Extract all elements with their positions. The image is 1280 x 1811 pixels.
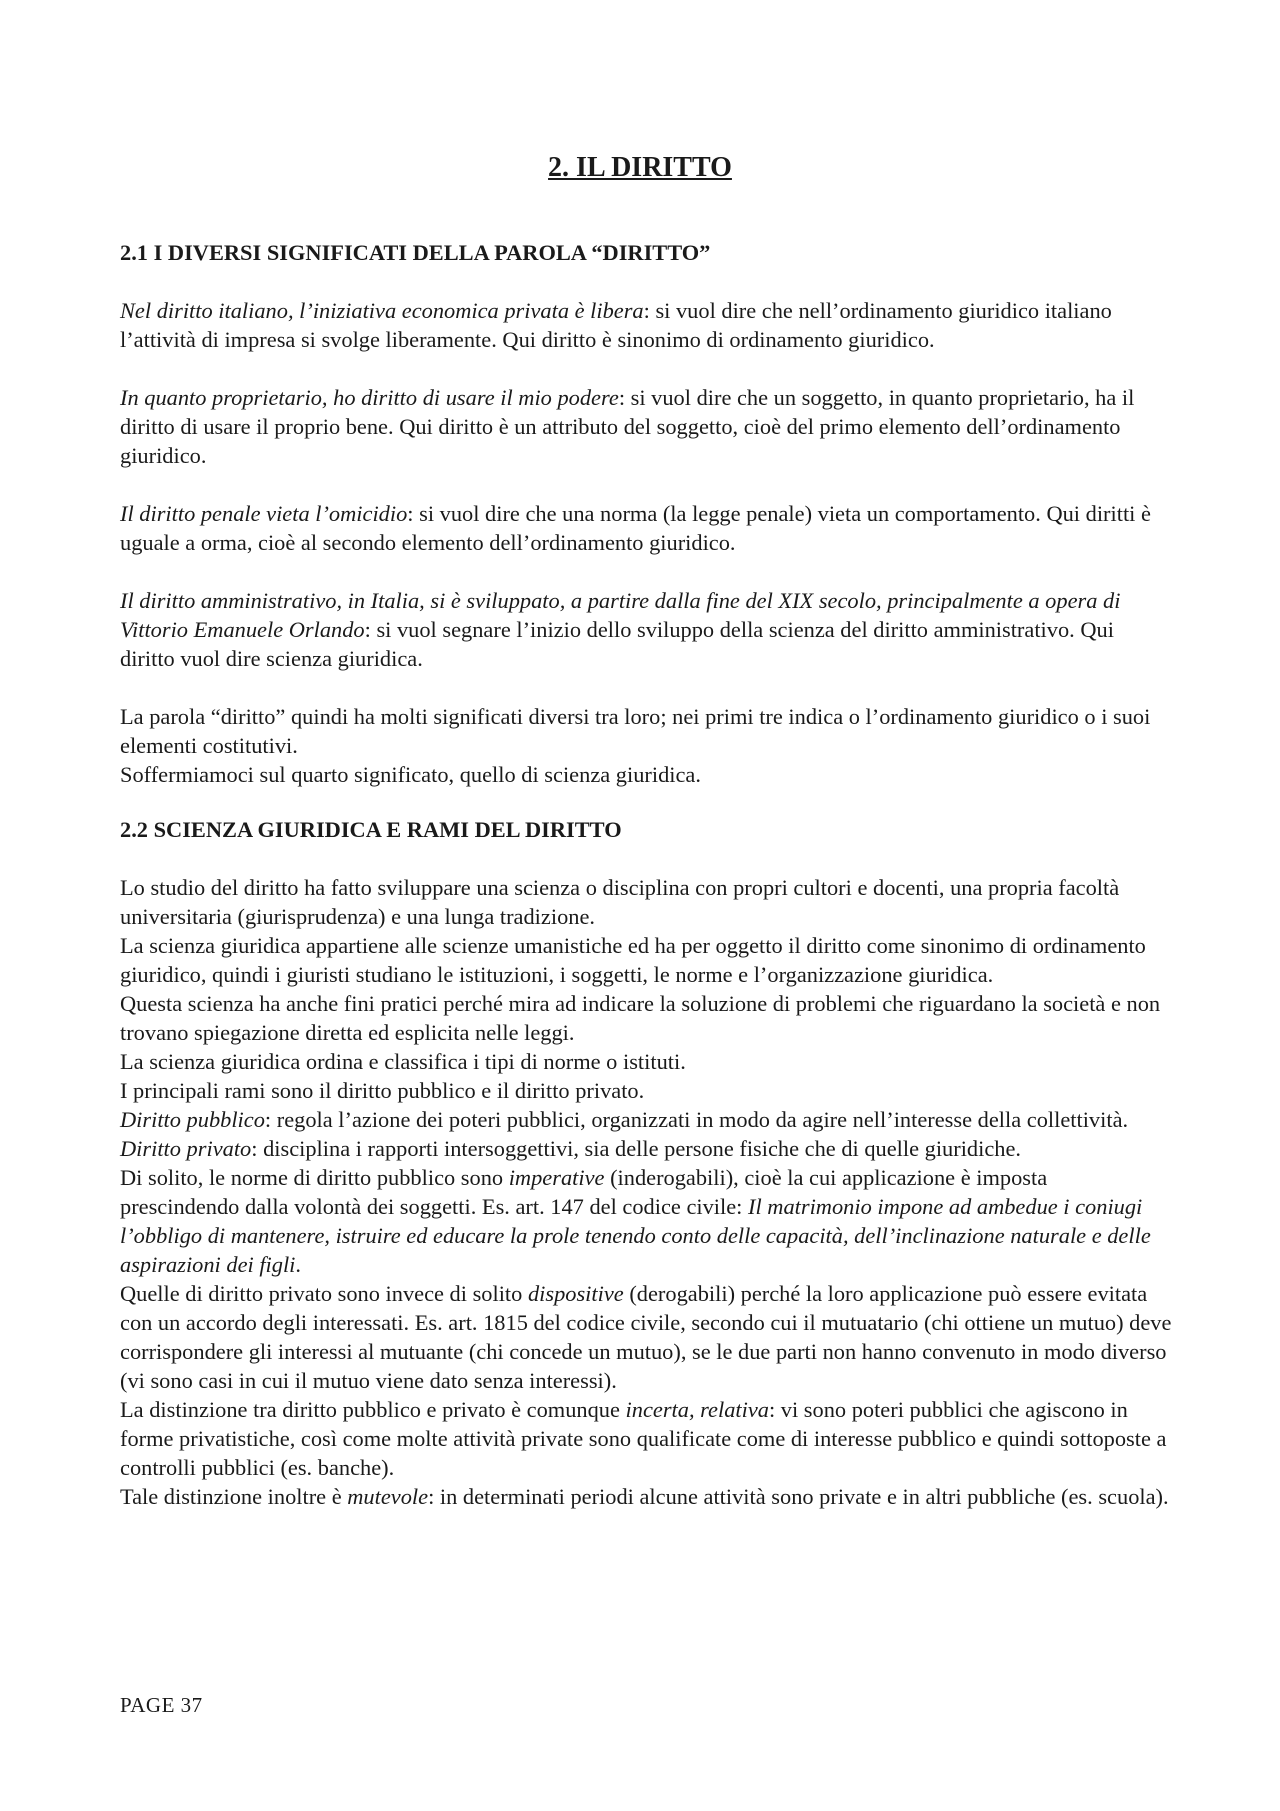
paragraph-focus: Soffermiamoci sul quarto significato, quello di scienza giuridica. [120, 762, 701, 787]
chapter-title: 2. IL DIRITTO [548, 152, 732, 183]
paragraph-diritto-scienza: Il diritto amministrativo, in Italia, si è sviluppato, a partire dalla fine del XIX secolo, principalmente a opera di Vittorio Emanuele Orlando: si vuol segnare l’inizio dello sviluppo della scienza del diritto amministrativo. Qui diritto vuol dire scienza giuridica. [120, 588, 1121, 671]
paragraph-studio: Lo studio del diritto ha fatto sviluppare una scienza o disciplina con propri cultori e docenti, una propria facoltà universitaria (giurisprudenza) e una lunga tradizione. [120, 875, 1120, 929]
paragraph-summary: La parola “diritto” quindi ha molti significati diversi tra loro; nei primi tre indica o l’ordinamento giuridico o i suoi elementi costitutivi. [120, 704, 1151, 758]
paragraph-diritto-pubblico: Diritto pubblico: regola l’azione dei poteri pubblici, organizzati in modo da agire nell’interesse della collettività. [120, 1107, 1129, 1132]
paragraph-diritto-ordinamento: Nel diritto italiano, l’iniziativa economica privata è libera: si vuol dire che nell’ordinamento giuridico italiano l’attività di impresa si svolge liberamente. Qui diritto è sinonimo di ordinamento giuridico. [120, 298, 1112, 352]
paragraph-classifica: La scienza giuridica ordina e classifica i tipi di norme o istituti. [120, 1049, 686, 1074]
paragraph-fini-pratici: Questa scienza ha anche fini pratici perché mira ad indicare la soluzione di problemi che riguardano la società e non trovano spiegazione diretta ed esplicita nelle leggi. [120, 991, 1161, 1045]
paragraph-diritto-privato: Diritto privato: disciplina i rapporti intersoggettivi, sia delle persone fisiche che di quelle giuridiche. [120, 1136, 1022, 1161]
paragraph-distinzione-relativa: La distinzione tra diritto pubblico e privato è comunque incerta, relativa: vi sono poteri pubblici che agiscono in forme privatistiche, così come molte attività private sono qualificate come di interesse pubblico e quindi sottoposte a controlli pubblici (es. banche). [120, 1397, 1167, 1480]
section-heading-2-1: 2.1 I DIVERSI SIGNIFICATI DELLA PAROLA “DIRITTO” [120, 240, 711, 265]
paragraph-diritto-soggettivo: In quanto proprietario, ho diritto di usare il mio podere: si vuol dire che un soggetto, in quanto proprietario, ha il diritto di usare il proprio bene. Qui diritto è un attributo del soggetto, cioè del primo elemento dell’ordinamento giuridico. [120, 385, 1135, 468]
section-heading-2-2: 2.2 SCIENZA GIURIDICA E RAMI DEL DIRITTO [120, 817, 622, 842]
paragraph-norme-dispositive: Quelle di diritto privato sono invece di solito dispositive (derogabili) perché la loro applicazione può essere evitata con un accordo degli interessati. Es. art. 1815 del codice civile, secondo cui il mutuatario (chi ottiene un mutuo) deve corrispondere gli interessi al mutuante (chi concede un mutuo), se le due parti non hanno convenuto in modo diverso (vi sono casi in cui il mutuo viene dato senza interessi). [120, 1281, 1172, 1393]
paragraph-scienza-umanistica: La scienza giuridica appartiene alle scienze umanistiche ed ha per oggetto il diritto come sinonimo di ordinamento giuridico, quindi i giuristi studiano le istituzioni, i soggetti, le norme e l’organizzazione giuridica. [120, 933, 1146, 987]
paragraph-distinzione-mutevole: Tale distinzione inoltre è mutevole: in determinati periodi alcune attività sono private e in altri pubbliche (es. scuola). [120, 1484, 1169, 1509]
paragraph-norme-imperative: Di solito, le norme di diritto pubblico sono imperative (inderogabili), cioè la cui applicazione è imposta prescindendo dalla volontà dei soggetti. Es. art. 147 del codice civile: Il matrimonio impone ad ambedue i coniugi l’obbligo di mantenere, istruire ed educare la prole tenendo conto delle capacità, dell’inclinazione naturale e delle aspirazioni dei figli. [120, 1165, 1151, 1277]
page-number: PAGE 37 [120, 1693, 203, 1717]
paragraph-diritto-norma: Il diritto penale vieta l’omicidio: si vuol dire che una norma (la legge penale) vieta un comportamento. Qui diritti è uguale a orma, cioè al secondo elemento dell’ordinamento giuridico. [120, 501, 1151, 555]
page-body [120, 238, 1172, 1511]
paragraph-rami: I principali rami sono il diritto pubblico e il diritto privato. [120, 1078, 645, 1103]
